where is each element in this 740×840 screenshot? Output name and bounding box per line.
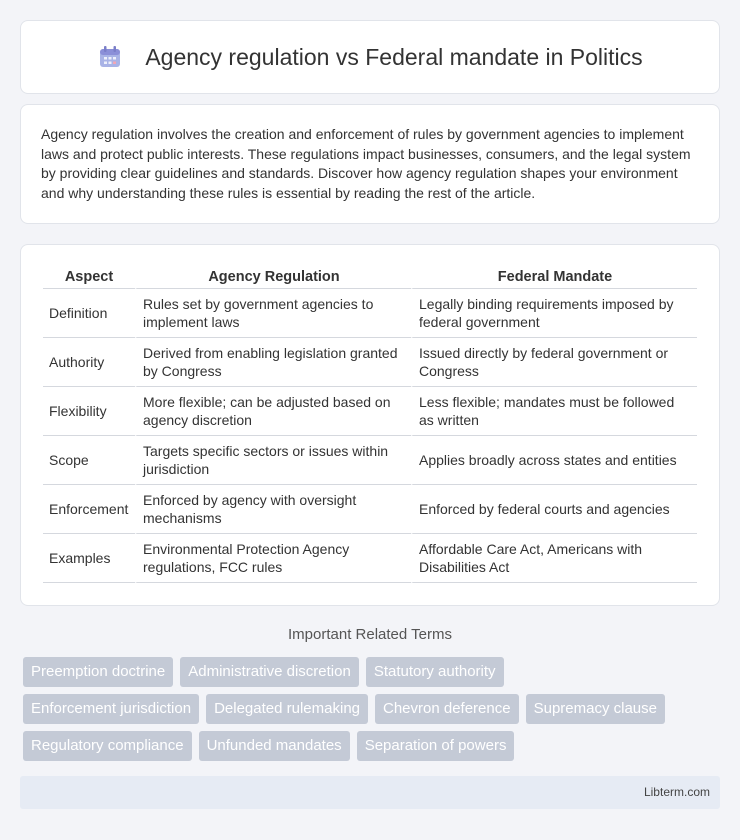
related-terms	[23, 657, 723, 768]
tag-link[interactable]: Preemption doctrine	[23, 657, 173, 687]
tag-link[interactable]: Statutory authority	[366, 657, 504, 687]
table-cell: Flexibility	[43, 387, 135, 436]
tag-row	[23, 731, 723, 761]
header-card	[20, 20, 720, 94]
table-row	[43, 485, 697, 534]
comparison-table	[43, 265, 697, 583]
table-cell: Targets specific sectors or issues within jurisdiction	[135, 436, 411, 485]
table-cell: Less flexible; mandates must be followed as written	[411, 387, 697, 436]
table-row	[43, 436, 697, 485]
tag-link[interactable]: Regulatory compliance	[23, 731, 192, 761]
tag-link[interactable]: Unfunded mandates	[199, 731, 350, 761]
table-cell: Examples	[43, 534, 135, 583]
table-row	[43, 387, 697, 436]
footer	[20, 776, 720, 809]
table-header-row	[43, 265, 697, 289]
footer-site-link[interactable]: Libterm.com	[643, 785, 710, 799]
table-cell: Enforced by federal courts and agencies	[411, 485, 697, 534]
table-cell: More flexible; can be adjusted based on agency discretion	[135, 387, 411, 436]
column-header: Aspect	[43, 265, 135, 289]
table-cell: Environmental Protection Agency regulations, FCC rules	[135, 534, 411, 583]
tag-link[interactable]: Chevron deference	[375, 694, 519, 724]
tag-row	[23, 657, 723, 687]
calendar-icon	[97, 44, 123, 70]
intro-card	[20, 104, 720, 224]
intro-text: Agency regulation involves the creation and enforcement of rules by government agencies to implement laws and protect public interests. These regulations impact businesses, consumers, and the legal system by providing clear guidelines and standards. Discover how agency regulation shapes your environment and why understanding these rules is essential by reading the rest of the article.	[41, 126, 691, 201]
table-cell: Affordable Care Act, Americans with Disabilities Act	[411, 534, 697, 583]
table-cell: Derived from enabling legislation granted by Congress	[135, 338, 411, 387]
column-header: Agency Regulation	[135, 265, 411, 289]
tag-link[interactable]: Separation of powers	[357, 731, 515, 761]
tag-link[interactable]: Delegated rulemaking	[206, 694, 368, 724]
table-cell: Enforced by agency with oversight mechanisms	[135, 485, 411, 534]
table-cell: Scope	[43, 436, 135, 485]
table-cell: Legally binding requirements imposed by federal government	[411, 289, 697, 338]
column-header: Federal Mandate	[411, 265, 697, 289]
tag-link[interactable]: Administrative discretion	[180, 657, 359, 687]
tag-link[interactable]: Enforcement jurisdiction	[23, 694, 199, 724]
table-row	[43, 534, 697, 583]
tag-link[interactable]: Supremacy clause	[526, 694, 665, 724]
table-cell: Authority	[43, 338, 135, 387]
table-row	[43, 289, 697, 338]
table-row	[43, 338, 697, 387]
tag-row	[23, 694, 723, 724]
table-cell: Definition	[43, 289, 135, 338]
page-title: Agency regulation vs Federal mandate in Politics	[145, 43, 643, 70]
comparison-card	[20, 244, 720, 606]
table-cell: Enforcement	[43, 485, 135, 534]
table-cell: Rules set by government agencies to implement laws	[135, 289, 411, 338]
related-terms-title: Important Related Terms	[288, 626, 452, 643]
table-cell: Issued directly by federal government or Congress	[411, 338, 697, 387]
table-cell: Applies broadly across states and entities	[411, 436, 697, 485]
